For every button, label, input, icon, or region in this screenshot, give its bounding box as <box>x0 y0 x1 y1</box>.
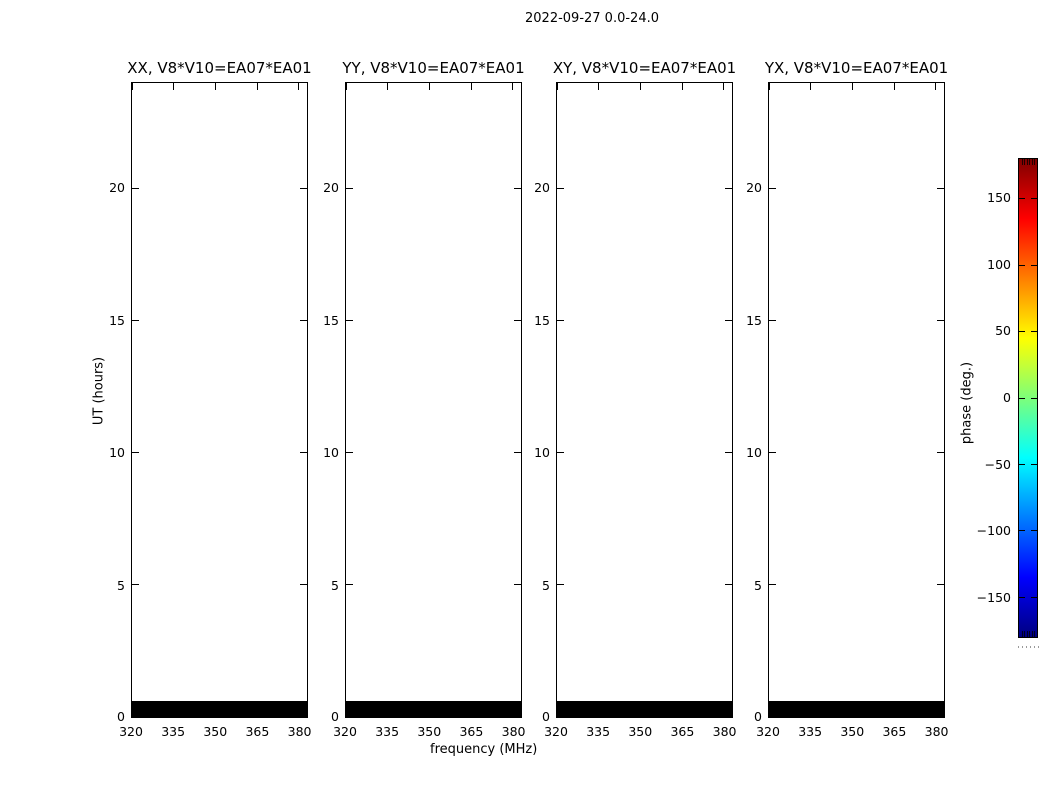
y-tick-label: 15 <box>534 312 550 328</box>
colorbar <box>1018 158 1038 638</box>
tick-mark <box>935 710 936 717</box>
tick-mark <box>429 83 430 90</box>
tick-mark <box>300 452 307 453</box>
subplot-title: YX, V8*V10=EA07*EA01 <box>764 59 949 77</box>
x-tick-label: 365 <box>459 724 484 739</box>
tick-mark <box>132 717 139 718</box>
tick-mark <box>173 710 174 717</box>
tick-mark <box>257 83 258 90</box>
subplot-yx <box>746 59 949 739</box>
tick-mark <box>346 717 353 718</box>
tick-mark <box>894 710 895 717</box>
tick-mark <box>1034 631 1035 637</box>
colorbar-tick-label: −150 <box>976 590 1011 605</box>
tick-mark <box>557 320 564 321</box>
tick-mark <box>132 320 139 321</box>
y-tick-label: 0 <box>331 709 339 724</box>
subplot-title: XX, V8*V10=EA07*EA01 <box>127 59 312 77</box>
plot-area <box>768 82 945 718</box>
tick-mark <box>300 717 307 718</box>
x-tick-label: 365 <box>245 724 270 739</box>
subplot-xy <box>534 59 737 739</box>
colorbar-minor-ticks <box>1018 646 1039 648</box>
y-axis-label: UT (hours) <box>91 356 107 426</box>
tick-mark <box>1019 597 1025 598</box>
tick-mark <box>557 83 558 90</box>
tick-mark <box>1019 265 1025 266</box>
data-band <box>557 701 732 717</box>
tick-mark <box>257 710 258 717</box>
y-tick-label: 0 <box>117 709 125 724</box>
tick-mark <box>1022 631 1023 637</box>
tick-mark <box>1031 530 1037 531</box>
tick-mark <box>132 584 139 585</box>
tick-mark <box>723 710 724 717</box>
tick-mark <box>769 584 776 585</box>
y-tick-label: 15 <box>746 312 762 328</box>
tick-mark <box>640 710 641 717</box>
tick-mark <box>429 710 430 717</box>
tick-mark <box>769 452 776 453</box>
tick-mark <box>1034 159 1035 165</box>
tick-mark <box>557 188 564 189</box>
tick-mark <box>1032 631 1033 637</box>
subplot-yy <box>323 59 526 739</box>
colorbar-tick-label: −50 <box>984 457 1011 472</box>
y-tick-label: 20 <box>323 180 339 195</box>
tick-mark <box>132 452 139 453</box>
tick-mark <box>471 710 472 717</box>
x-tick-label: 380 <box>924 724 949 739</box>
x-tick-label: 350 <box>203 724 228 739</box>
tick-mark <box>557 584 564 585</box>
subplot-title: XY, V8*V10=EA07*EA01 <box>552 59 737 77</box>
x-tick-label: 350 <box>417 724 442 739</box>
tick-mark <box>300 584 307 585</box>
tick-mark <box>852 710 853 717</box>
tick-mark <box>769 83 770 90</box>
plot-area <box>131 82 308 718</box>
tick-mark <box>387 83 388 90</box>
y-tick-label: 10 <box>109 444 125 460</box>
tick-mark <box>682 83 683 90</box>
tick-mark <box>1031 597 1037 598</box>
x-tick-label: 320 <box>333 724 357 739</box>
y-tick-label: 15 <box>109 312 125 328</box>
x-tick-label: 350 <box>840 724 865 739</box>
tick-mark <box>557 717 564 718</box>
tick-mark <box>1024 159 1025 165</box>
colorbar-tick-label: 150 <box>987 190 1011 205</box>
y-tick-label: 10 <box>746 444 762 460</box>
data-band <box>769 701 944 717</box>
y-tick-label: 20 <box>746 180 762 195</box>
colorbar-tick-labels <box>955 158 1011 638</box>
tick-mark <box>640 83 641 90</box>
y-tick-label: 5 <box>117 577 125 593</box>
x-tick-label: 335 <box>798 724 823 739</box>
tick-mark <box>298 83 299 90</box>
x-tick-label: 320 <box>756 724 780 739</box>
x-tick-label: 335 <box>586 724 611 739</box>
x-tick-label: 380 <box>501 724 526 739</box>
colorbar-tick-label: 100 <box>987 257 1011 272</box>
y-tick-label: 10 <box>323 444 339 460</box>
tick-mark <box>935 83 936 90</box>
y-tick-label: 10 <box>534 444 550 460</box>
x-tick-label: 350 <box>628 724 653 739</box>
x-tick-label: 335 <box>161 724 186 739</box>
tick-mark <box>300 320 307 321</box>
tick-mark <box>387 710 388 717</box>
plot-area <box>345 82 522 718</box>
tick-mark <box>215 710 216 717</box>
x-tick-label: 365 <box>670 724 695 739</box>
y-tick-label: 0 <box>754 709 762 724</box>
tick-mark <box>1029 631 1030 637</box>
subplot-xx <box>109 59 312 739</box>
tick-mark <box>1022 159 1023 165</box>
tick-mark <box>937 188 944 189</box>
tick-mark <box>1024 631 1025 637</box>
tick-mark <box>598 83 599 90</box>
tick-mark <box>810 710 811 717</box>
tick-mark <box>1031 464 1037 465</box>
tick-mark <box>1031 398 1037 399</box>
data-band <box>132 701 307 717</box>
tick-mark <box>1031 265 1037 266</box>
tick-mark <box>1019 331 1025 332</box>
tick-mark <box>512 83 513 90</box>
tick-mark <box>937 452 944 453</box>
y-tick-label: 0 <box>542 709 550 724</box>
tick-mark <box>1029 159 1030 165</box>
x-tick-label: 320 <box>119 724 143 739</box>
tick-mark <box>769 320 776 321</box>
subplot-title: YY, V8*V10=EA07*EA01 <box>342 59 525 77</box>
tick-mark <box>1031 198 1037 199</box>
tick-mark <box>1032 159 1033 165</box>
tick-mark <box>1019 530 1025 531</box>
colorbar-tick-label: −100 <box>976 523 1011 538</box>
y-tick-label: 15 <box>323 312 339 328</box>
data-band <box>346 701 521 717</box>
x-tick-label: 380 <box>287 724 312 739</box>
tick-mark <box>346 584 353 585</box>
x-tick-label: 335 <box>375 724 400 739</box>
y-tick-label: 5 <box>754 577 762 593</box>
tick-mark <box>937 717 944 718</box>
x-axis-label: frequency (MHz) <box>430 742 538 757</box>
tick-mark <box>894 83 895 90</box>
tick-mark <box>852 83 853 90</box>
colorbar-label: phase (deg.) <box>959 361 975 445</box>
y-tick-label: 20 <box>534 180 550 195</box>
tick-mark <box>1019 398 1025 399</box>
tick-mark <box>937 320 944 321</box>
tick-mark <box>346 320 353 321</box>
tick-mark <box>723 83 724 90</box>
x-tick-label: 320 <box>544 724 568 739</box>
plot-area <box>556 82 733 718</box>
tick-mark <box>512 710 513 717</box>
tick-mark <box>346 452 353 453</box>
tick-mark <box>1019 198 1025 199</box>
tick-mark <box>215 83 216 90</box>
x-tick-label: 380 <box>712 724 737 739</box>
tick-mark <box>598 710 599 717</box>
y-tick-label: 20 <box>109 180 125 195</box>
tick-mark <box>1027 631 1028 637</box>
tick-mark <box>300 188 307 189</box>
tick-mark <box>769 717 776 718</box>
tick-mark <box>298 710 299 717</box>
tick-mark <box>682 710 683 717</box>
y-tick-label: 5 <box>331 577 339 593</box>
tick-mark <box>937 584 944 585</box>
tick-mark <box>132 83 133 90</box>
tick-mark <box>471 83 472 90</box>
y-tick-label: 5 <box>542 577 550 593</box>
tick-mark <box>1027 159 1028 165</box>
tick-mark <box>173 83 174 90</box>
colorbar-tick-label: 0 <box>1003 390 1011 405</box>
figure-title: 2022-09-27 0.0-24.0 <box>525 11 659 26</box>
tick-mark <box>346 83 347 90</box>
colorbar-tick-label: 50 <box>995 323 1011 338</box>
tick-mark <box>557 452 564 453</box>
tick-mark <box>1019 464 1025 465</box>
tick-mark <box>132 188 139 189</box>
x-tick-label: 365 <box>882 724 907 739</box>
tick-mark <box>346 188 353 189</box>
tick-mark <box>1031 331 1037 332</box>
tick-mark <box>769 188 776 189</box>
tick-mark <box>810 83 811 90</box>
